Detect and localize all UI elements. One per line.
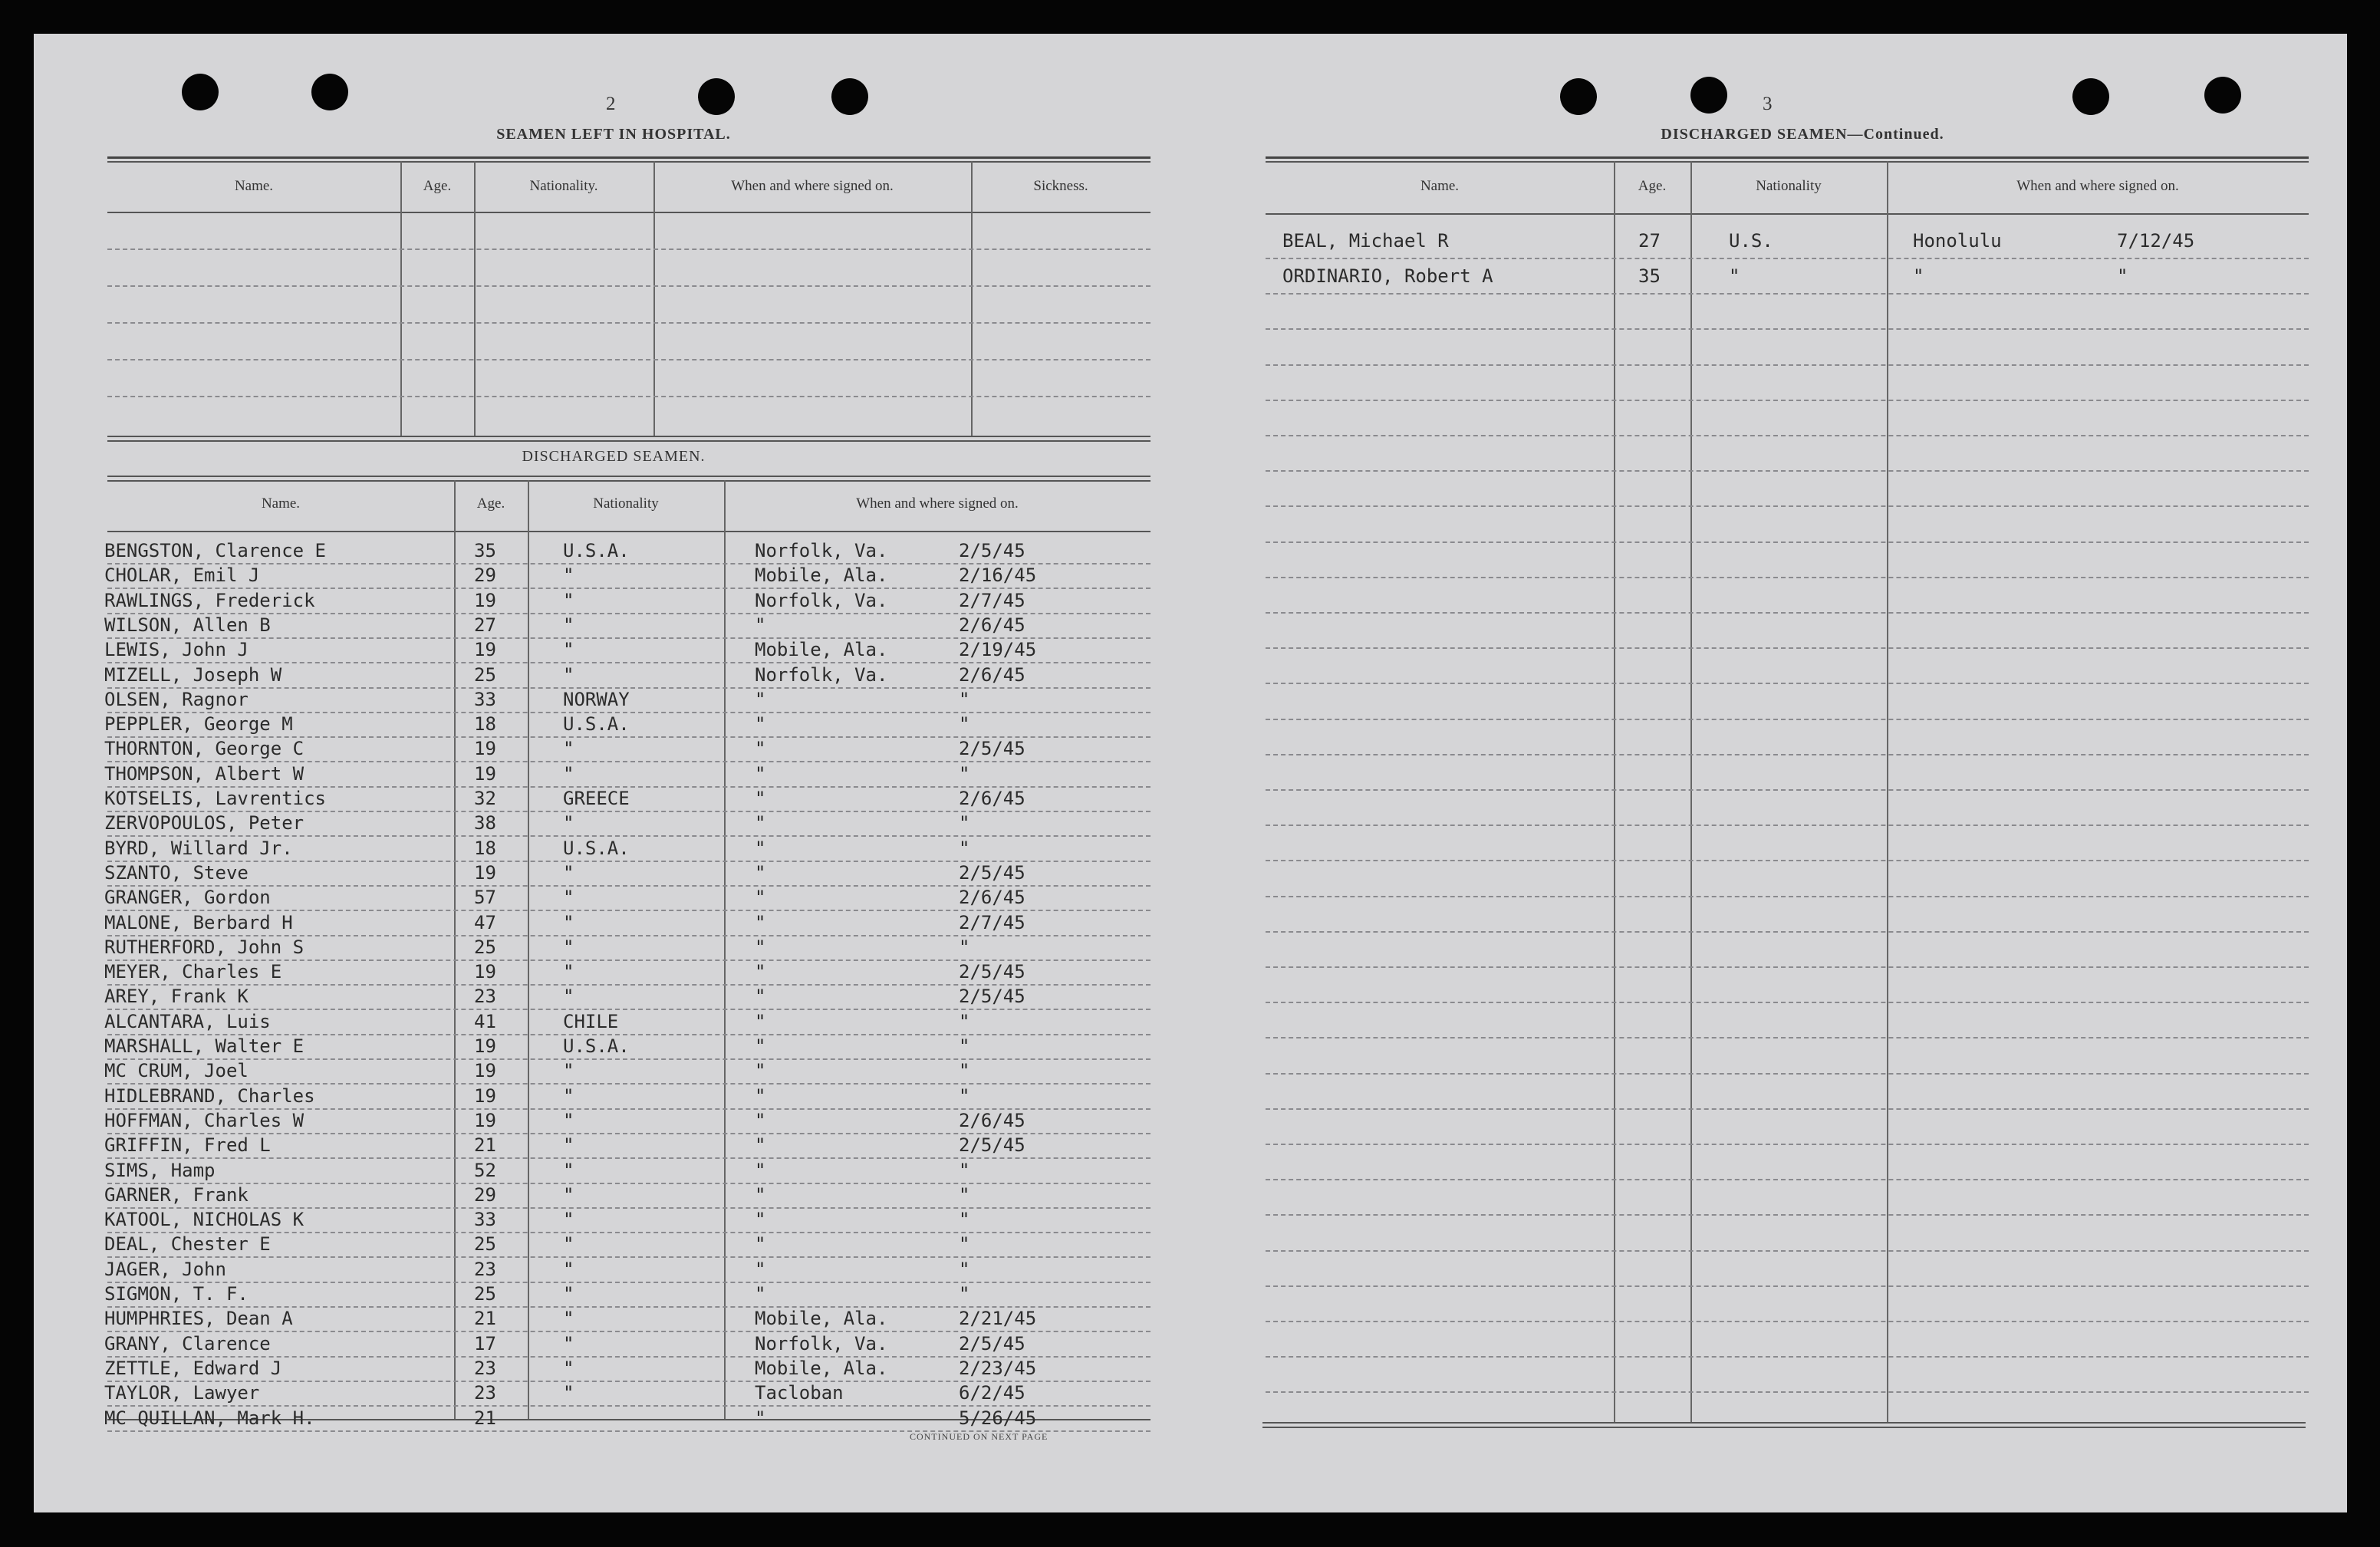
seaman-name: KATOOL, NICHOLAS K: [104, 1209, 304, 1230]
discharged-row-line: [107, 1083, 1150, 1085]
continued-row-line: [1266, 1214, 2309, 1216]
continued-row-line: [1266, 1073, 2309, 1075]
continued-table-bottom-rule: [1262, 1422, 2306, 1424]
signed-on-place: ": [755, 862, 766, 884]
seaman-nationality: ": [563, 812, 574, 834]
seaman-nationality: ": [563, 564, 574, 586]
seaman-nationality: ": [563, 1308, 574, 1329]
seaman-name: ORDINARIO, Robert A: [1282, 265, 1493, 287]
seaman-name: GRIFFIN, Fred L: [104, 1134, 271, 1156]
seaman-age: 38: [474, 812, 496, 834]
seaman-name: BEAL, Michael R: [1282, 230, 1449, 252]
signed-on-place: ": [755, 961, 766, 983]
signed-on-place: ": [755, 689, 766, 710]
discharged-row-line: [107, 1282, 1150, 1283]
continued-row-line: [1266, 1037, 2309, 1038]
discharged-section-title: DISCHARGED SEAMEN.: [522, 448, 706, 465]
signed-on-place: Mobile, Ala.: [755, 564, 888, 586]
signed-on-date: 2/7/45: [959, 590, 1025, 611]
discharged-header-rule: [107, 531, 1150, 532]
seaman-name: MALONE, Berbard H: [104, 912, 293, 933]
seaman-name: MEYER, Charles E: [104, 961, 282, 983]
signed-on-date: 2/21/45: [959, 1308, 1037, 1329]
signed-on-date: ": [2117, 265, 2128, 287]
discharged-header-nationality: Nationality: [593, 495, 659, 512]
signed-on-date: 5/26/45: [959, 1407, 1037, 1429]
seaman-nationality: U.S.A.: [563, 1035, 630, 1057]
seaman-age: 23: [474, 1382, 496, 1404]
seaman-age: 29: [474, 564, 496, 586]
signed-on-date: 2/5/45: [959, 540, 1025, 561]
document-sheet: [34, 34, 2347, 1512]
seaman-name: PEPPLER, George M: [104, 713, 293, 735]
seaman-nationality: ": [1729, 265, 1740, 287]
seaman-nationality: ": [563, 961, 574, 983]
seaman-age: 19: [474, 1085, 496, 1107]
hospital-header-sickness: Sickness.: [1033, 178, 1088, 194]
signed-on-date: 2/6/45: [959, 788, 1025, 809]
seaman-nationality: ": [563, 1134, 574, 1156]
seaman-nationality: U.S.: [1729, 230, 1773, 252]
signed-on-place: Tacloban: [755, 1382, 844, 1404]
hospital-table-bottom-rule: [107, 440, 1150, 442]
signed-on-date: 2/5/45: [959, 1134, 1025, 1156]
seaman-name: CHOLAR, Emil J: [104, 564, 260, 586]
seaman-nationality: ": [563, 1085, 574, 1107]
signed-on-date: 2/5/45: [959, 1333, 1025, 1354]
seaman-name: GRANGER, Gordon: [104, 887, 271, 908]
seaman-age: 25: [474, 1283, 496, 1305]
hospital-header-rule: [107, 212, 1150, 213]
seaman-nationality: ": [563, 862, 574, 884]
continued-header-name: Name.: [1420, 178, 1460, 194]
seaman-age: 23: [474, 1358, 496, 1379]
continued-row-line: [1266, 1321, 2309, 1322]
signed-on-place: ": [755, 738, 766, 759]
seaman-name: MC QUILLAN, Mark H.: [104, 1407, 315, 1429]
left-page-number: 2: [606, 94, 616, 114]
signed-on-place: ": [755, 887, 766, 908]
signed-on-date: ": [959, 1184, 970, 1206]
signed-on-place: ": [755, 713, 766, 735]
seaman-nationality: ": [563, 639, 574, 660]
hospital-table-top-rule: [107, 156, 1150, 159]
hospital-table-bottom-rule: [107, 436, 1150, 437]
continued-row-line: [1266, 328, 2309, 330]
discharged-row-line: [107, 1157, 1150, 1159]
continued-row-line: [1266, 1179, 2309, 1180]
discharged-row-line: [107, 1405, 1150, 1407]
signed-on-place: ": [755, 986, 766, 1007]
continued-row-line: [1266, 789, 2309, 791]
signed-on-date: ": [959, 1233, 970, 1255]
seaman-nationality: ": [563, 1060, 574, 1081]
signed-on-date: 2/6/45: [959, 1110, 1025, 1131]
signed-on-place: ": [755, 1259, 766, 1280]
continued-row-line: [1266, 364, 2309, 366]
signed-on-date: ": [959, 812, 970, 834]
seaman-nationality: ": [563, 614, 574, 636]
continued-row-line: [1266, 577, 2309, 578]
seaman-name: THOMPSON, Albert W: [104, 763, 304, 785]
seaman-age: 25: [474, 664, 496, 686]
signed-on-place: Honolulu: [1913, 230, 2002, 252]
seaman-age: 18: [474, 713, 496, 735]
signed-on-place: Norfolk, Va.: [755, 1333, 888, 1354]
punch-hole-icon: [1690, 77, 1727, 114]
signed-on-date: 2/5/45: [959, 961, 1025, 983]
signed-on-date: 2/7/45: [959, 912, 1025, 933]
signed-on-place: Mobile, Ala.: [755, 639, 888, 660]
seaman-name: KOTSELIS, Lavrentics: [104, 788, 326, 809]
continued-row-line: [1266, 1108, 2309, 1110]
continued-header-signed-on: When and where signed on.: [2016, 178, 2179, 194]
hospital-header-age: Age.: [423, 178, 452, 194]
signed-on-date: ": [959, 1160, 970, 1181]
seaman-age: 19: [474, 1110, 496, 1131]
signed-on-place: ": [755, 912, 766, 933]
seaman-age: 23: [474, 986, 496, 1007]
seaman-name: BENGSTON, Clarence E: [104, 540, 326, 561]
seaman-name: LEWIS, John J: [104, 639, 249, 660]
signed-on-date: 2/5/45: [959, 986, 1025, 1007]
seaman-name: TAYLOR, Lawyer: [104, 1382, 260, 1404]
seaman-name: GARNER, Frank: [104, 1184, 249, 1206]
seaman-age: 19: [474, 639, 496, 660]
punch-hole-icon: [2072, 78, 2109, 115]
seaman-age: 25: [474, 1233, 496, 1255]
signed-on-date: ": [959, 1209, 970, 1230]
seaman-age: 19: [474, 763, 496, 785]
seaman-name: THORNTON, George C: [104, 738, 304, 759]
continued-row-line: [1266, 896, 2309, 897]
seaman-name: RAWLINGS, Frederick: [104, 590, 315, 611]
discharged-row-line: [107, 588, 1150, 589]
signed-on-date: ": [959, 763, 970, 785]
signed-on-place: ": [755, 1209, 766, 1230]
continued-row-line: [1266, 1356, 2309, 1358]
seaman-nationality: CHILE: [563, 1011, 619, 1032]
continued-column-divider: [1887, 161, 1888, 1422]
signed-on-place: ": [755, 936, 766, 958]
signed-on-date: 2/5/45: [959, 862, 1025, 884]
punch-hole-icon: [1560, 78, 1597, 115]
continued-row-line: [1266, 825, 2309, 826]
right-page-number: 3: [1763, 94, 1773, 114]
signed-on-place: ": [755, 1011, 766, 1032]
seaman-nationality: ": [563, 1358, 574, 1379]
continued-row-line: [1266, 400, 2309, 401]
signed-on-date: ": [959, 1035, 970, 1057]
continued-column-divider: [1690, 161, 1692, 1422]
hospital-section-title: SEAMEN LEFT IN HOSPITAL.: [496, 126, 731, 143]
seaman-nationality: ": [563, 887, 574, 908]
seaman-name: SIMS, Hamp: [104, 1160, 216, 1181]
continued-row-line: [1266, 683, 2309, 684]
seaman-nationality: ": [563, 912, 574, 933]
discharged-column-divider: [528, 480, 529, 1419]
seaman-name: WILSON, Allen B: [104, 614, 271, 636]
seaman-nationality: ": [563, 763, 574, 785]
signed-on-date: 2/23/45: [959, 1358, 1037, 1379]
discharged-row-line: [107, 1009, 1150, 1010]
signed-on-date: ": [959, 1085, 970, 1107]
signed-on-place: ": [755, 1035, 766, 1057]
signed-on-place: Norfolk, Va.: [755, 664, 888, 686]
hospital-row-line: [107, 285, 1150, 287]
discharged-row-line: [107, 1058, 1150, 1060]
seaman-name: OLSEN, Ragnor: [104, 689, 249, 710]
seaman-name: HUMPHRIES, Dean A: [104, 1308, 293, 1329]
seaman-age: 23: [474, 1259, 496, 1280]
continued-row-line: [1266, 293, 2309, 295]
continued-row-line: [1266, 860, 2309, 861]
signed-on-place: ": [755, 763, 766, 785]
hospital-header-signed-on: When and where signed on.: [731, 178, 894, 194]
signed-on-place: ": [755, 1085, 766, 1107]
punch-hole-icon: [311, 74, 348, 110]
seaman-age: 21: [474, 1134, 496, 1156]
seaman-age: 21: [474, 1308, 496, 1329]
seaman-age: 19: [474, 961, 496, 983]
seaman-name: HOFFMAN, Charles W: [104, 1110, 304, 1131]
seaman-nationality: ": [563, 1209, 574, 1230]
signed-on-date: 2/6/45: [959, 887, 1025, 908]
continued-table-bottom-rule: [1262, 1427, 2306, 1428]
hospital-column-divider: [971, 161, 973, 436]
hospital-table-top-rule: [107, 161, 1150, 163]
continued-note: CONTINUED ON NEXT PAGE: [910, 1431, 1048, 1442]
discharged-header-age: Age.: [476, 495, 505, 512]
signed-on-place: Mobile, Ala.: [755, 1308, 888, 1329]
continued-row-line: [1266, 541, 2309, 543]
signed-on-place: ": [755, 838, 766, 859]
hospital-column-divider: [400, 161, 402, 436]
signed-on-place: ": [755, 1233, 766, 1255]
continued-header-rule: [1266, 213, 2309, 215]
signed-on-date: 2/16/45: [959, 564, 1037, 586]
seaman-nationality: ": [563, 986, 574, 1007]
signed-on-date: 2/19/45: [959, 639, 1037, 660]
seaman-nationality: GREECE: [563, 788, 630, 809]
signed-on-place: ": [755, 1110, 766, 1131]
seaman-nationality: ": [563, 664, 574, 686]
seaman-age: 27: [474, 614, 496, 636]
continued-table-top-rule: [1266, 161, 2309, 163]
seaman-age: 35: [474, 540, 496, 561]
seaman-name: MARSHALL, Walter E: [104, 1035, 304, 1057]
seaman-age: 25: [474, 936, 496, 958]
signed-on-place: ": [755, 1060, 766, 1081]
discharged-row-line: [107, 761, 1150, 762]
seaman-nationality: ": [563, 936, 574, 958]
discharged-row-line: [107, 1183, 1150, 1184]
seaman-age: 19: [474, 1035, 496, 1057]
continued-row-line: [1266, 258, 2309, 259]
discharged-column-divider: [454, 480, 456, 1419]
signed-on-date: ": [959, 1259, 970, 1280]
continued-row-line: [1266, 1144, 2309, 1145]
punch-hole-icon: [831, 78, 868, 115]
seaman-age: 18: [474, 838, 496, 859]
seaman-age: 33: [474, 689, 496, 710]
continued-row-line: [1266, 647, 2309, 649]
seaman-age: 19: [474, 590, 496, 611]
seaman-name: SIGMON, T. F.: [104, 1283, 249, 1305]
discharged-table-top-rule: [107, 480, 1150, 482]
continued-row-line: [1266, 966, 2309, 968]
signed-on-place: ": [755, 1134, 766, 1156]
signed-on-date: ": [959, 838, 970, 859]
punch-hole-icon: [698, 78, 735, 115]
discharged-header-signed-on: When and where signed on.: [856, 495, 1019, 512]
signed-on-place: Norfolk, Va.: [755, 540, 888, 561]
signed-on-date: ": [959, 1060, 970, 1081]
signed-on-place: ": [755, 812, 766, 834]
seaman-nationality: ": [563, 1184, 574, 1206]
discharged-header-name: Name.: [261, 495, 301, 512]
seaman-name: HIDLEBRAND, Charles: [104, 1085, 315, 1107]
discharged-table-top-rule: [107, 476, 1150, 477]
hospital-row-line: [107, 249, 1150, 250]
seaman-name: RUTHERFORD, John S: [104, 936, 304, 958]
seaman-age: 57: [474, 887, 496, 908]
discharged-row-line: [107, 910, 1150, 911]
signed-on-date: 2/6/45: [959, 614, 1025, 636]
discharged-continued-title: DISCHARGED SEAMEN—Continued.: [1661, 126, 1944, 143]
hospital-row-line: [107, 396, 1150, 397]
seaman-nationality: ": [563, 1283, 574, 1305]
seaman-age: 33: [474, 1209, 496, 1230]
seaman-age: 19: [474, 738, 496, 759]
signed-on-place: Norfolk, Va.: [755, 590, 888, 611]
seaman-age: 19: [474, 862, 496, 884]
seaman-age: 47: [474, 912, 496, 933]
seaman-nationality: ": [563, 1233, 574, 1255]
discharged-row-line: [107, 662, 1150, 663]
hospital-row-line: [107, 322, 1150, 324]
discharged-row-line: [107, 1331, 1150, 1332]
seaman-nationality: ": [563, 1160, 574, 1181]
signed-on-date: ": [959, 689, 970, 710]
continued-table-top-rule: [1266, 156, 2309, 159]
discharged-row-line: [107, 1256, 1150, 1258]
seaman-nationality: ": [563, 1110, 574, 1131]
seaman-age: 35: [1638, 265, 1661, 287]
seaman-nationality: ": [563, 1259, 574, 1280]
continued-row-line: [1266, 612, 2309, 614]
seaman-age: 19: [474, 1060, 496, 1081]
continued-row-line: [1266, 435, 2309, 436]
continued-row-line: [1266, 1250, 2309, 1252]
signed-on-date: 6/2/45: [959, 1382, 1025, 1404]
punch-hole-icon: [182, 74, 219, 110]
punch-hole-icon: [2204, 77, 2241, 114]
seaman-name: GRANY, Clarence: [104, 1333, 271, 1354]
signed-on-place: ": [755, 1283, 766, 1305]
hospital-header-name: Name.: [234, 178, 274, 194]
seaman-name: DEAL, Chester E: [104, 1233, 271, 1255]
seaman-nationality: ": [563, 1333, 574, 1354]
hospital-row-line: [107, 359, 1150, 360]
seaman-name: BYRD, Willard Jr.: [104, 838, 293, 859]
hospital-column-divider: [653, 161, 655, 436]
continued-header-age: Age.: [1638, 178, 1667, 194]
continued-row-line: [1266, 754, 2309, 755]
seaman-age: 32: [474, 788, 496, 809]
signed-on-place: ": [755, 1160, 766, 1181]
seaman-name: ZERVOPOULOS, Peter: [104, 812, 304, 834]
continued-row-line: [1266, 719, 2309, 720]
seaman-nationality: U.S.A.: [563, 838, 630, 859]
seaman-age: 41: [474, 1011, 496, 1032]
signed-on-date: ": [959, 1011, 970, 1032]
seaman-age: 29: [474, 1184, 496, 1206]
signed-on-date: ": [959, 1283, 970, 1305]
continued-row-line: [1266, 1391, 2309, 1393]
signed-on-date: ": [959, 936, 970, 958]
hospital-column-divider: [474, 161, 476, 436]
signed-on-place: ": [755, 1184, 766, 1206]
signed-on-date: 7/12/45: [2117, 230, 2195, 252]
seaman-name: ZETTLE, Edward J: [104, 1358, 282, 1379]
discharged-row-line: [107, 835, 1150, 837]
continued-row-line: [1266, 470, 2309, 472]
seaman-name: JAGER, John: [104, 1259, 226, 1280]
signed-on-date: ": [959, 713, 970, 735]
continued-header-nationality: Nationality: [1756, 178, 1822, 194]
seaman-nationality: U.S.A.: [563, 540, 630, 561]
seaman-age: 17: [474, 1333, 496, 1354]
seaman-name: AREY, Frank K: [104, 986, 249, 1007]
continued-column-divider: [1614, 161, 1615, 1422]
seaman-age: 52: [474, 1160, 496, 1181]
seaman-name: SZANTO, Steve: [104, 862, 249, 884]
seaman-nationality: ": [563, 1382, 574, 1404]
continued-row-line: [1266, 931, 2309, 933]
signed-on-place: Mobile, Ala.: [755, 1358, 888, 1379]
hospital-header-nationality: Nationality.: [529, 178, 598, 194]
seaman-age: 27: [1638, 230, 1661, 252]
seaman-nationality: ": [563, 738, 574, 759]
signed-on-date: 2/6/45: [959, 664, 1025, 686]
signed-on-place: ": [755, 788, 766, 809]
seaman-nationality: U.S.A.: [563, 713, 630, 735]
discharged-column-divider: [724, 480, 726, 1419]
seaman-name: MIZELL, Joseph W: [104, 664, 282, 686]
continued-row-line: [1266, 1002, 2309, 1003]
signed-on-place: ": [1913, 265, 1924, 287]
signed-on-place: ": [755, 1407, 766, 1429]
seaman-nationality: ": [563, 590, 574, 611]
seaman-age: 21: [474, 1407, 496, 1429]
seaman-name: MC CRUM, Joel: [104, 1060, 249, 1081]
signed-on-date: 2/5/45: [959, 738, 1025, 759]
signed-on-place: ": [755, 614, 766, 636]
seaman-name: ALCANTARA, Luis: [104, 1011, 271, 1032]
continued-row-line: [1266, 1285, 2309, 1287]
seaman-nationality: NORWAY: [563, 689, 630, 710]
continued-row-line: [1266, 505, 2309, 507]
